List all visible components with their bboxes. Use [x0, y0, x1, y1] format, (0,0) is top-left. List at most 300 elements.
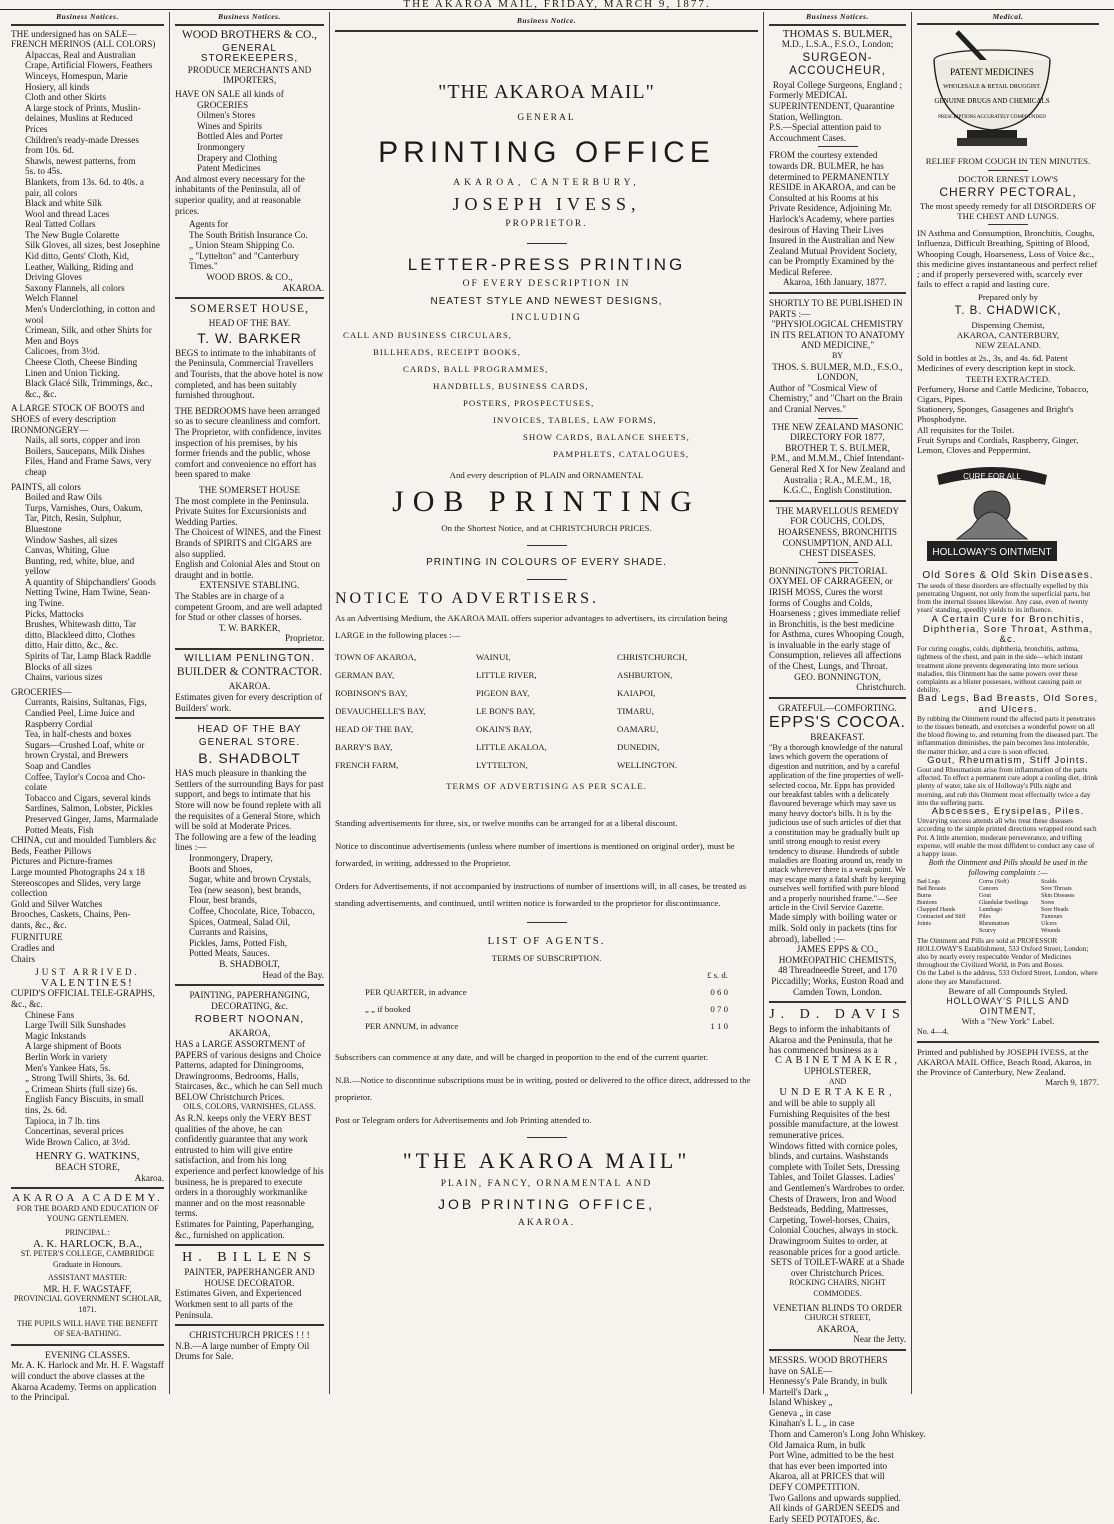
bedrooms: THE BEDROOMS have been arranged so as to secure cleanliness and comfort. The Proprietor, with confidence, invites inspection of his premises, by his former friends and the public, whose comfort and convenience no effort has been spared to make — [175, 405, 322, 480]
list-item: from 10s. 6d. — [25, 145, 74, 156]
builder-place: AKAROA. — [228, 681, 271, 692]
place-cell: HEAD OF THE BAY, — [335, 724, 414, 734]
stables: The Stables are in charge of a competent Groom, and are well adapted for Stud or other classes of horses. — [175, 590, 322, 623]
list-item: Turps, Varnishes, Ours, Oakum, — [25, 502, 143, 513]
shadbolt-leading: The following are a few of the leading lines :— — [175, 831, 317, 853]
notice-text: As an Advertising Medium, the AKAROA MAIL offers superior advantages to advertisers, its circulation being LARGE in the following places :— — [335, 613, 728, 640]
list-item: Coffee, Chocolate, Rice, Tobacco, — [189, 905, 315, 916]
list-item: Leather, Walking, Riding and — [25, 261, 134, 272]
list-item: Blankets, from 13s. 6d. to 40s. a — [25, 176, 144, 187]
job-office: JOB PRINTING OFFICE, — [437, 1196, 656, 1212]
upholsterer: UPHOLSTERER, — [803, 1066, 872, 1077]
evening-text: Mr. A. K. Harlock and Mr. H. F. Wagstaff will conduct the above classes at the Akaroa Academy. Terms on application to the Principal. — [11, 1360, 164, 1403]
list-item: Large Twill Silk Sunshades — [25, 1020, 126, 1031]
remedy-chest: The most speedy remedy for all DISORDERS OF THE CHEST AND LUNGS. — [919, 200, 1097, 222]
print-item: PAMPHLETS, CATALOGUES, — [553, 449, 690, 459]
place-cell: TIMARU, — [617, 706, 654, 716]
divider — [988, 170, 1028, 171]
list-item: Cloth and other Skirts — [25, 92, 106, 103]
paints-title: PAINTS, all colors — [11, 481, 81, 492]
surgeon: SURGEON-ACCOUCHEUR, — [789, 51, 886, 77]
mortar-pestle-icon — [917, 30, 1067, 150]
list-item: Oilmen's Stores — [197, 110, 256, 121]
list-item: Boots and Shoes, — [189, 863, 253, 874]
tail-mail: "THE AKAROA MAIL" — [402, 1148, 691, 1173]
paints-list — [11, 492, 164, 683]
list-item: &c., &c. — [25, 388, 57, 399]
list-item: Crimean, Silk, and other Shirts for — [25, 325, 152, 336]
divider — [769, 500, 906, 502]
noonan-place: AKAROA, — [228, 1028, 271, 1039]
including: INCLUDING — [511, 313, 582, 323]
divider — [175, 648, 324, 650]
list-item: Martell's Dark „ — [769, 1386, 829, 1397]
complaints-grid — [917, 879, 1099, 935]
list-item: Ironmongery — [197, 141, 245, 152]
shadbolt-place: Head of the Bay. — [262, 969, 324, 980]
gout: Gout, Rheumatism, Stiff Joints. — [927, 754, 1089, 766]
subscription-term: PER ANNUM, in advance — [365, 1021, 459, 1031]
complaint: Bad Legs — [917, 878, 940, 885]
print-date: March 9, 1877. — [1045, 1077, 1099, 1088]
subscription-price: 0 6 0 — [710, 987, 728, 997]
subscription-row — [335, 1001, 758, 1018]
complaint: Scurvy — [979, 927, 996, 934]
relief: RELIEF FROM COUGH IN TEN MINUTES. — [925, 156, 1091, 167]
list-item: Window Sashes, all sizes — [25, 534, 118, 545]
both-complaints: Both the Ointment and Pills should be used in the following complaints :— — [928, 858, 1088, 878]
list-item: Stereoscopes and Slides, very large — [11, 877, 141, 888]
list-item: Netting Twine, Ham Twine, Sean- — [25, 587, 151, 598]
ad-number: No. 4—4. — [917, 1026, 949, 1036]
complaint: Ulcers — [1041, 920, 1057, 927]
toilet-requisites: All requisites for the Toilet. — [917, 424, 1015, 435]
list-item: CHINA, cut and moulded Tumblers &c — [11, 835, 157, 846]
assistant: MR. H. F. WAGSTAFF, — [43, 1283, 132, 1294]
list-agents: LIST OF AGENTS. — [487, 935, 606, 947]
place-cell: LITTLE AKALOA, — [476, 742, 547, 752]
davis-place: AKAROA, — [816, 1323, 859, 1334]
list-item: Crape, Artificial Flowers, Feathers — [25, 60, 153, 71]
divider — [175, 1324, 324, 1326]
subscription-nb: N.B.—Notice to discontinue subscriptions must be in writing, posted or delivered to the office direct, addressed to the proprietor. — [335, 1075, 751, 1102]
perfumery: Perfumery, Horse and Cattle Medicine, Tobacco, Cigars, Pipes. — [917, 383, 1089, 405]
complaints-column — [1041, 879, 1099, 935]
subscription-row — [335, 1018, 758, 1035]
place-cell: KAIAPOI, — [617, 688, 656, 698]
groceries-list — [11, 697, 164, 835]
divider — [818, 418, 858, 419]
divider — [527, 545, 567, 546]
complaints-column — [917, 879, 975, 935]
subscription-price: 0 7 0 — [710, 1004, 728, 1014]
divider — [769, 1349, 906, 1351]
discontinue: Notice to discontinue advertisements (unless where number of insertions is mentioned on original order), must be forwarded, in writing, addressed to the Proprietor. — [335, 841, 735, 868]
list-item: Brushes, Whitewash ditto, Tar — [25, 619, 137, 630]
list-item: Large mounted Photographs 24 x 18 — [11, 866, 145, 877]
college-surgeons: Royal College Surgeons, England ; — [772, 79, 903, 90]
academy-for: FOR THE BOARD AND EDUCATION OF YOUNG GENTLEMEN. — [16, 1203, 159, 1224]
list-item: Spices, Oatmeal, Salad Oil, — [189, 916, 291, 927]
builder: BUILDER & CONTRACTOR. — [176, 666, 323, 679]
bronchitis-text: For curing coughs, colds, diphtheria, bronchitis, asthma, tightness of the chest, and pain in the side—which instant treatment alone prevents degenerating into more serious maladies, this Ointment has the same powers over these complaints as a blister possesses, without causing pain or debility. — [917, 645, 1083, 695]
place-cell: CHRISTCHURCH, — [617, 652, 688, 662]
column-5 — [912, 12, 1104, 1394]
list-item: Files, Hand and Frame Saws, very — [25, 456, 152, 467]
complaint: Skin Diseases — [1041, 892, 1075, 899]
dispensing: Dispensing Chemist, — [971, 319, 1045, 330]
place-cell: GERMAN BAY, — [335, 670, 395, 680]
barker-sign: T. W. BARKER, — [218, 622, 281, 633]
teeth: TEETH EXTRACTED. — [965, 373, 1051, 384]
old-sores-text: The seeds of these disorders are effectually expelled by this penetrating Unguent, not only from the superficial parts, but from the internal tissues likewise. Any case, even of twenty years' standing, speedily yields to its influence. — [917, 581, 1091, 615]
complaints-column — [979, 879, 1037, 935]
list-item: Concertinas, several prices — [25, 1126, 124, 1137]
place-cell: OAMARU, — [617, 724, 659, 734]
complaint: Gout — [979, 892, 991, 899]
list-item: yellow — [25, 566, 51, 577]
print-item: POSTERS, PROSPECTUSES, — [463, 398, 595, 408]
somerset-house: THE SOMERSET HOUSE — [199, 484, 300, 495]
list-item: collection — [11, 888, 48, 899]
list-item: Thom and Cameron's Long John Whiskey. — [769, 1429, 926, 1440]
ivess: JOSEPH IVESS, — [452, 194, 641, 214]
proprietor: PROPRIETOR. — [505, 219, 588, 229]
pills: HOLLOWAY'S PILLS AND OINTMENT, — [946, 996, 1070, 1017]
epps-address: 48 Threadneedle Street, and 170 Piccadilly; Works, Euston Road and Camden Town, London. — [771, 965, 904, 997]
somerset-title: SOMERSET HOUSE, — [190, 303, 309, 316]
bad-legs: Bad Legs, Bad Breasts, Old Sores, and Ulcers. — [917, 693, 1099, 715]
wood-title: WOOD BROTHERS & CO., — [181, 28, 318, 41]
masthead: THE AKAROA MAIL, FRIDAY, MARCH 9, 1877. — [0, 0, 1114, 10]
list-item: Sardines, Salmon, Lobster, Pickles — [25, 803, 153, 814]
groceries-title: GROCERIES— — [11, 686, 72, 697]
column-header: Business Notices. — [175, 12, 324, 26]
column-3 — [330, 12, 764, 1394]
subscription-rows — [335, 984, 758, 1035]
tail-akaroa: AKAROA. — [517, 1218, 575, 1228]
scholar: PROVINCIAL GOVERNMENT SCHOLAR, 1871. — [13, 1294, 162, 1315]
ornamental: And every description of PLAIN and ORNAMENTAL — [449, 470, 644, 480]
places-row — [335, 756, 758, 774]
place-cell: WAINUI, — [476, 652, 511, 662]
barker-title: T. W. BARKER — [197, 329, 302, 346]
masonic: THE NEW ZEALAND MASONIC DIRECTORY FOR 1877, — [771, 421, 904, 443]
bulmer: THOMAS S. BULMER, — [782, 27, 893, 40]
bad-legs-text: By rubbing the Ointment round the affected parts it penetrates to the tissues beneath, and exercises a wonderful power on all the blood flowing to, and returning from the diseased part. The inflammation diminishes, the pain becomes less intolerable, the matter thicker, and a cure is soon effected. — [917, 714, 1098, 756]
list-item: „ Union Steam Shipping Co. — [189, 240, 295, 251]
list-item: Picks, Mattocks — [25, 608, 84, 619]
every-description: OF EVERY DESCRIPTION IN — [462, 279, 631, 289]
epps: EPPS'S COCOA. — [769, 714, 906, 732]
complaint: Cancers — [979, 885, 999, 892]
list-item: wool — [25, 314, 44, 325]
list-item: Cradles and — [11, 943, 55, 954]
undertaker: UNDERTAKER, — [779, 1086, 896, 1098]
by: BY — [831, 351, 844, 361]
abscesses: Abscesses, Erysipelas, Piles. — [931, 805, 1085, 817]
list-item: Old Jamaica Rum, in bulk — [769, 1439, 866, 1450]
list-item: Candied Peel, Lime Juice and — [25, 708, 135, 718]
list-item: GROCERIES — [197, 99, 249, 110]
print-items — [335, 327, 758, 463]
chadwick-place: AKAROA, CANTERBURY, — [956, 329, 1060, 340]
list-item: Sugars—Crushed Loaf, white or — [25, 739, 145, 750]
divider — [11, 1344, 164, 1346]
assistant-label: ASSISTANT MASTER: — [47, 1273, 127, 1283]
noonan-text: HAS a LARGE ASSORTMENT of PAPERS of various designs and Choice Patterns, adapted for Diningrooms, Drawingrooms, Bedrooms, Halls, Staircases, &c., which he can Sell much BELOW Christchurch Prices. — [175, 1038, 323, 1102]
list-item: Bluestone — [25, 523, 62, 534]
brother-text: P.M., and M.M.M., Chief Intendant-General Red X for New Zealand and Australia ; R.A., M.E.M., 18, K.G.C., English Constitution. — [769, 453, 906, 496]
list-item: ing Twine. — [25, 598, 64, 609]
list-item: Real Tatted Collars — [25, 219, 96, 230]
list-item: Prices — [25, 123, 48, 134]
place-cell: DEVAUCHELLE'S BAY, — [335, 706, 426, 716]
list-item: Spirits of Tar, Lamp Black Raddle — [25, 651, 151, 662]
subscription-term: „ „ if booked — [365, 1004, 411, 1014]
ales: English and Colonial Ales and Stout on draught and in bottle. — [175, 559, 320, 580]
complaint: Tumours — [1041, 913, 1063, 920]
christchurch-prices: CHRISTCHURCH PRICES ! ! ! — [189, 1330, 310, 1341]
banner-text: CURE FOR ALL — [963, 472, 1021, 482]
list-item: Times." — [189, 261, 218, 272]
mortar-label: PATENT MEDICINES — [950, 67, 1034, 78]
neatest: NEATEST STYLE AND NEWEST DESIGNS, — [430, 296, 663, 307]
brother: BROTHER T. S. BULMER, — [785, 442, 890, 453]
list-item: Saxony Flannels, all colors — [25, 282, 125, 293]
list-item: A large shipment of Boots — [25, 1041, 122, 1052]
private-suites: Private Suites for Excursionists and Wedding Parties. — [175, 506, 307, 527]
barker-proprietor: Proprietor. — [284, 633, 324, 644]
lsd-header: £ s. d. — [706, 970, 728, 980]
divider — [11, 1187, 164, 1189]
honours: Graduate in Honours. — [52, 1259, 123, 1269]
printing-office: PRINTING OFFICE — [378, 136, 715, 169]
job-printing: JOB PRINTING — [392, 485, 701, 518]
place-cell: OKAIN'S BAY, — [476, 724, 532, 734]
list-item: Chains, various sizes — [25, 672, 103, 683]
place-cell: WELLINGTON. — [617, 760, 678, 770]
cupids: CUPID'S OFFICIAL TELE-GRAPHS, &c., &c. — [11, 988, 155, 1010]
list-item: Chinese Fans — [25, 1009, 75, 1020]
list-item: Drapery and Clothing — [197, 152, 278, 163]
list-item: Linen and Union Ticking. — [25, 367, 120, 378]
list-item: Pickles, Jams, Potted Fish, — [189, 937, 288, 948]
list-item: Sugar, white and brown Crystals, — [189, 874, 312, 885]
mortar-label: GENUINE DRUGS AND CHEMICALS — [934, 97, 1050, 106]
orders: Orders for Advertisements, if not accompanied by instructions of number of insertions will, in all cases, be treated as standing advertisements, and continued, until written notice is forwarded to the proprietor for discontinuance. — [335, 881, 747, 908]
list-item: Potted Meats, Fish — [25, 824, 94, 835]
places-row — [335, 720, 758, 738]
oil-drums: N.B.—A large number of Empty Oil Drums for Sale. — [175, 1340, 310, 1362]
list-item: Alpaccas, Real and Australian — [25, 49, 136, 60]
place-cell: LE BON'S BAY, — [476, 706, 536, 716]
printed-by: Printed and published by JOSEPH IVESS, at the AKAROA MAIL Office, Beach Road, Akaroa, in the Province of Canterbury, New Zealand. — [917, 1046, 1092, 1078]
asthma: IN Asthma and Consumption, Bronchitis, Coughs, Influenza, Difficult Breathing, Spitting of Blood, Whooping Cough, Hoarseness, Loss of Voice &c., this medicine gives instantaneous and perfect relief ; and if properly persevered with, scarcely ever fails to effect a rapid and lasting cure. — [917, 228, 1098, 290]
builder-text: Estimates given for every description of Builders' work. — [175, 692, 323, 713]
old-sores: Old Sores & Old Skin Diseases. — [922, 570, 1094, 582]
epps-made: Made simply with boiling water or milk. Sold only in packets (tins for abroad), labelled :— — [769, 912, 897, 944]
akaroa-sign: Akaroa. — [134, 1172, 164, 1183]
author: THOS. S. BULMER, M.D., F.S.O., LONDON, — [772, 361, 903, 383]
list-item: Children's ready-made Dresses — [25, 134, 139, 145]
list-item: Tobacco and Cigars, several kinds — [25, 792, 151, 803]
barker-text: BEGS to intimate to the inhabitants of the Peninsula, Commercial Travellers and Tourists, that the above hotel is now completed, and has been suitably furnished throughout. — [175, 347, 324, 401]
cherry: CHERRY PECTORAL, — [939, 184, 1077, 199]
hotb-store: HEAD OF THE BAY GENERAL STORE. — [197, 724, 302, 749]
shadbolt-sign: B. SHADBOLT, — [219, 958, 280, 969]
ps: P.S.—Special attention paid to Accouchment Cases. — [769, 122, 882, 143]
list-item: English Fancy Biscuits, in small — [25, 1094, 144, 1105]
billens-text: Estimates Given, and Experienced Workmen sent to all parts of the Peninsula. — [175, 1288, 302, 1320]
bulmer-date: Akaroa, 16th January, 1877. — [783, 277, 887, 288]
complaint: Piles — [979, 913, 991, 920]
windows: Windows fitted with cornice poles, blinds, and curtains. Washstands complete with Toilet Sets, Dressing Tables, and Toilet Glasses. Ladies' and Gentlemen's Wardrobes to order. Chests of Drawers, Iron and Wood Bedsteads, Bedding, Mattresses, Carpeting, Towel-horses, Chairs, Colonial Couches, always in stock. Drawingroom Suites to order, at reasonable prices for a good article. — [769, 1140, 905, 1257]
plain-fancy: PLAIN, FANCY, ORNAMENTAL AND — [440, 1179, 653, 1189]
terms-subscription: TERMS OF SUBSCRIPTION. — [491, 953, 602, 963]
complaint: Bunions — [917, 899, 938, 906]
physchem: "PHYSIOLOGICAL CHEMISTRY IN ITS RELATION TO ANATOMY AND MEDICINE," — [770, 319, 905, 351]
list-item: Men's Underclothing, in cotton and — [25, 304, 156, 315]
ironmongery-title: IRONMONGERY— — [11, 424, 89, 435]
divider — [818, 562, 858, 563]
list-item: Preserved Ginger, Jams, Marmalade — [25, 813, 159, 824]
complaint: Sores — [1041, 899, 1055, 906]
divider — [527, 922, 567, 923]
list-item: Cheese Cloth, Cheese Binding — [25, 357, 138, 367]
china-list — [11, 835, 164, 930]
messrs: MESSRS. WOOD BROTHERS have on SALE— — [769, 1354, 888, 1376]
list-item: Currants and Raisins, — [189, 927, 268, 938]
rocking: ROCKING CHAIRS, NIGHT COMMODES. — [789, 1278, 886, 1298]
billens-sub: PAINTER, PAPERHANGER AND HOUSE DECORATOR. — [184, 1267, 315, 1288]
list-item: A large stock of Prints, Muslin- — [25, 102, 141, 113]
shadbolt-list — [175, 853, 324, 959]
letterpress: LETTER-PRESS PRINTING — [407, 255, 686, 274]
principal: A. K. HARLOCK, B.A., — [32, 1237, 143, 1250]
wood-text: And almost every necessary for the inhabitants of the Peninsula, all of superior quality, and at reasonable prices. — [175, 173, 305, 216]
divider — [769, 292, 906, 294]
chadwick: T. B. CHADWICK, — [954, 304, 1062, 317]
place-cell: LITTLE RIVER, — [476, 670, 537, 680]
list-item: Kinahan's L L „ in case — [769, 1418, 855, 1429]
places-row — [335, 702, 758, 720]
wood-sub: GENERAL STOREKEEPERS, — [200, 42, 299, 65]
shortest-notice: On the Shortest Notice, and at CHRISTCHURCH PRICES. — [441, 523, 652, 533]
list-item: Tapioca, in 7 lb. tins — [25, 1115, 100, 1126]
list-item: Flour, best brands, — [189, 895, 258, 906]
list-item: Men and Boys — [25, 335, 79, 346]
complaint: Lumbago — [979, 906, 1002, 913]
courtesy: FROM the courtesy extended towards DR. BULMER, he has determined to PERMANENTLY RESIDE in AKAROA, and can be Consulted at his Rooms at his Private Residence, Adjoining Mr. Harlock's Academy, where parties desirous of Having Their Lives Insured in the Australian and New Zealand Mutual Provident Society, can be Promptly Examined by the Medical Referee. — [769, 150, 898, 277]
wood-sub2: PRODUCE MERCHANTS AND IMPORTERS, — [187, 64, 312, 86]
places-row — [335, 648, 758, 666]
noonan-text2: As R.N. keeps only the VERY BEST qualities of the above, he can confidently guarantee that any work entrusted to him will give entire satisfaction, and from his long experience and perfect knowledge of his business, he is prepared to execute orders in a thoroughly workmanlike manner and on the most reasonable terms. — [175, 1113, 324, 1219]
divider — [527, 243, 567, 244]
homoeo: HOMŒOPATHIC CHEMISTS, — [778, 954, 897, 965]
list-item: Boiled and Raw Oils — [25, 492, 102, 503]
list-item: cheap — [25, 466, 47, 477]
subscribers: Subscribers can commence at any date, and will be charged in proportion to the end of the current quarter. — [335, 1052, 709, 1062]
divider — [917, 1041, 1099, 1043]
divider — [818, 146, 858, 147]
column-header: Medical. — [917, 12, 1099, 25]
list-item: Bottled Ales and Porter — [197, 131, 283, 142]
complaint: Rheumatism — [979, 920, 1010, 927]
oils: OILS, COLORS, VARNISHES, GLASS. — [183, 1102, 316, 1112]
holloway-emblem-icon — [917, 457, 1067, 565]
evening-title: EVENING CLASSES. — [45, 1349, 130, 1360]
list-item: Wines and Spirits — [197, 120, 262, 131]
list-item: Gold and Silver Watches — [11, 898, 103, 909]
divider — [175, 297, 324, 299]
somerset-complete: The most complete in the Peninsula. — [175, 495, 309, 506]
divider — [769, 697, 906, 699]
list-item: Boilers, Saucepans, Milk Dishes — [25, 445, 145, 456]
lowe: DOCTOR ERNEST LOW'S — [958, 173, 1058, 184]
gallons: Two Gallons and upwards supplied. — [769, 1492, 901, 1503]
fancy-list — [11, 1010, 164, 1148]
complaint: Sore Heads — [1041, 906, 1069, 913]
list-item: Driving Gloves — [25, 272, 82, 283]
place-cell: FRENCH FARM, — [335, 760, 399, 770]
breakfast: BREAKFAST. — [810, 732, 865, 743]
column-header: Business Notices. — [769, 12, 906, 26]
list-item: Silk Gloves, all sizes, best Josephine — [25, 240, 160, 251]
notice-advertisers: NOTICE TO ADVERTISERS. — [335, 590, 600, 607]
somerset-sub: HEAD OF THE BAY. — [208, 318, 291, 329]
divider — [527, 1137, 567, 1138]
column-header: Business Notices. — [11, 12, 164, 26]
bronchitis: A Certain Cure for Bronchitis, Diphtheria, Sore Throat, Asthma, &c. — [922, 613, 1094, 645]
terms-advertising: TERMS OF ADVERTISING AS PER SCALE. — [446, 781, 647, 791]
college: ST. PETER'S COLLEGE, CAMBRIDGE — [20, 1249, 155, 1259]
list-item: Potted Meats, Sauces. — [189, 948, 270, 959]
list-item: „ Crimean Shirts (full size) 6s. — [25, 1083, 138, 1094]
complaint: Bad Breasts — [917, 885, 946, 892]
penlington: WILLIAM PENLINGTON. — [184, 652, 315, 664]
standing: Standing advertisements for three, six, or twelve months can be arranged for at a liberal discount. — [335, 818, 678, 828]
painting: PAINTING, PAPERHANGING, DECORATING, &c. — [189, 990, 310, 1011]
print-item: INVOICES, TABLES, LAW FORMS, — [493, 415, 657, 425]
formerly: Formerly MEDICAL SUPERINTENDENT, Quarantine Station, Wellington. — [769, 90, 895, 122]
author-text: Author of "Cosmical View of Chemistry," and "Chart on the Brain and Cranial Nerves." — [769, 382, 903, 414]
list-item: Bunting, red, white, blue, and — [25, 555, 135, 566]
sea-bathing: THE PUPILS WILL HAVE THE BENEFIT OF SEA-BATHING. — [16, 1318, 159, 1339]
column-header: Business Notice. — [335, 12, 758, 32]
list-item: Beds, Feather Pillows — [11, 845, 92, 856]
mail-title: "THE AKAROA MAIL" — [438, 81, 655, 103]
venetian: VENETIAN BLINDS TO ORDER — [772, 1302, 903, 1313]
list-item: Blocks of all sizes — [25, 661, 93, 672]
beach-store: BEACH STORE, — [55, 1161, 120, 1172]
list-item: Kid ditto, Gents' Cloth, Kid, — [25, 251, 129, 262]
list-item: ditto, Blackleed ditto, Clothes — [25, 629, 135, 640]
divider — [527, 579, 567, 580]
complaint: Glandular Swellings — [979, 899, 1029, 906]
general: GENERAL — [517, 113, 576, 123]
fruit: Fruit Syrups and Cordials, Raspberry, Ginger, Lemon, Cloves and Peppermint. — [917, 434, 1079, 456]
beware: Beware of all Compounds Styled. — [948, 985, 1068, 996]
columns — [6, 12, 1110, 1524]
subscription-price: 1 1 0 — [710, 1021, 728, 1031]
cabinet: CABINETMAKER, — [774, 1054, 901, 1066]
furniture-list — [11, 932, 164, 964]
list-item: Chairs — [11, 953, 35, 964]
list-item: dants, &c., &c. — [11, 919, 67, 930]
seeds: All kinds of GARDEN SEEDS and Early SEED POTATOES, &c. — [769, 1503, 900, 1524]
wood-sign: WOOD BROS. & CO., — [206, 272, 293, 283]
